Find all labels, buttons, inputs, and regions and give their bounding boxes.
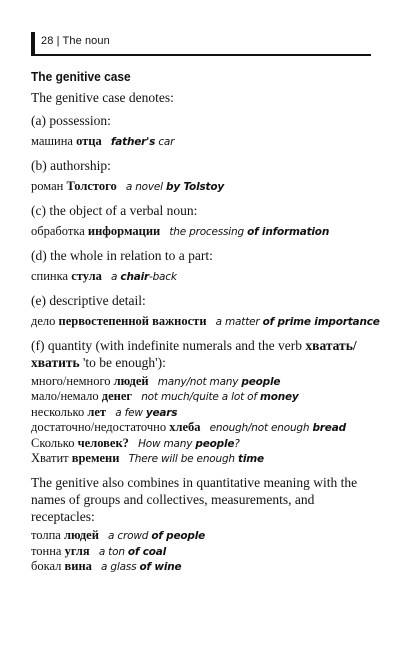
example-row bbox=[31, 559, 376, 574]
en-plain: How many bbox=[138, 437, 196, 450]
en-bold: of coal bbox=[127, 545, 167, 558]
ru-genitive: угля bbox=[64, 543, 90, 558]
label-plain: (f) quantity (with indefinite numerals and the verb bbox=[31, 338, 306, 353]
en-translation bbox=[115, 407, 177, 419]
ru-text: Сколько bbox=[31, 435, 78, 450]
item-label-a: (a) possession: bbox=[31, 113, 111, 128]
ru-genitive: времени bbox=[71, 451, 120, 466]
ru-genitive: хлеба bbox=[169, 420, 201, 435]
page-number: 28 bbox=[41, 35, 54, 47]
header-separator: | bbox=[56, 35, 60, 47]
example-row bbox=[31, 420, 376, 435]
en-plain: enough/not enough bbox=[209, 422, 313, 435]
en-translation bbox=[158, 376, 281, 388]
example-d bbox=[31, 268, 376, 286]
en-translation bbox=[141, 391, 298, 403]
en-translation bbox=[99, 546, 166, 558]
ru-text: бокал bbox=[31, 559, 65, 574]
en-plain: a ton bbox=[98, 545, 128, 558]
en-bold: of people bbox=[151, 530, 206, 543]
en-translation bbox=[169, 226, 329, 238]
example-row bbox=[31, 451, 376, 466]
en-translation bbox=[111, 136, 174, 148]
en-tail: -back bbox=[148, 271, 177, 283]
label-tail: 'to be enough'): bbox=[79, 355, 166, 370]
ru-text: спинка bbox=[31, 269, 72, 283]
ru-text: дело bbox=[31, 314, 59, 328]
chapter-title: The noun bbox=[62, 35, 110, 47]
ru-genitive: людей bbox=[63, 528, 99, 543]
ru-text: машина bbox=[31, 134, 77, 148]
en-bold: bread bbox=[312, 422, 346, 435]
en-translation bbox=[210, 422, 346, 434]
en-plain: a glass bbox=[101, 561, 140, 574]
example-e bbox=[31, 313, 380, 331]
ru-text: много/немного bbox=[31, 374, 114, 388]
example-row bbox=[31, 374, 376, 389]
en-plain: car bbox=[155, 136, 175, 148]
en-plain: a bbox=[111, 271, 121, 283]
en-bold: people bbox=[195, 437, 235, 450]
en-tail: ? bbox=[234, 437, 240, 450]
example-b bbox=[31, 178, 376, 196]
example-row bbox=[31, 544, 376, 559]
ru-text: тонна bbox=[31, 543, 65, 558]
ru-genitive: лет bbox=[87, 404, 107, 419]
en-bold: people bbox=[241, 376, 281, 388]
en-plain: a crowd bbox=[108, 530, 152, 543]
ru-genitive: людей bbox=[113, 374, 149, 388]
example-c bbox=[31, 223, 376, 241]
ru-genitive: первостепенной важности bbox=[58, 314, 207, 328]
item-label-c: (c) the object of a verbal noun: bbox=[31, 203, 198, 218]
ru-genitive: денег bbox=[101, 389, 133, 404]
closing-paragraph: The genitive also combines in quantitative meaning with the names of groups and collectives, measurements, and receptacles: bbox=[31, 475, 358, 525]
page-content bbox=[31, 68, 380, 581]
en-translation bbox=[216, 316, 380, 328]
example-row bbox=[31, 405, 376, 420]
ru-genitive: вина bbox=[64, 559, 92, 574]
en-plain: a few bbox=[115, 406, 146, 419]
en-plain: a matter bbox=[215, 316, 263, 328]
label-ru-bold: хватать/ хватить bbox=[31, 338, 357, 370]
en-bold: of wine bbox=[139, 561, 182, 574]
ru-genitive: информации bbox=[87, 224, 161, 238]
en-translation bbox=[126, 181, 224, 193]
example-a bbox=[31, 133, 376, 151]
en-translation bbox=[101, 561, 181, 573]
en-bold: by Tolstoy bbox=[166, 181, 224, 193]
ru-text: роман bbox=[31, 179, 67, 193]
item-label-f bbox=[31, 337, 376, 371]
en-bold: time bbox=[238, 453, 264, 466]
en-plain: many/not many bbox=[157, 376, 242, 388]
en-translation bbox=[108, 530, 205, 542]
example-row bbox=[31, 436, 376, 451]
en-plain: There will be enough bbox=[128, 453, 239, 466]
item-label-b: (b) authorship: bbox=[31, 158, 111, 173]
ru-text: мало/немало bbox=[31, 389, 102, 404]
ru-text: достаточно/недостаточно bbox=[31, 420, 170, 435]
intro-text: The genitive case denotes: bbox=[31, 90, 174, 105]
en-bold: money bbox=[259, 391, 299, 404]
en-translation bbox=[129, 453, 264, 465]
ru-genitive: отца bbox=[76, 134, 102, 148]
item-label-e: (e) descriptive detail: bbox=[31, 293, 146, 308]
header-text bbox=[41, 35, 110, 47]
closing-examples bbox=[31, 528, 376, 574]
ru-text: обработка bbox=[31, 224, 88, 238]
section-title: The genitive case bbox=[31, 69, 131, 84]
item-label-d: (d) the whole in relation to a part: bbox=[31, 248, 213, 263]
quantity-examples bbox=[31, 374, 376, 466]
ru-text: Хватит bbox=[31, 451, 72, 466]
example-row bbox=[31, 528, 376, 543]
en-translation bbox=[111, 271, 177, 283]
en-bold: chair bbox=[120, 271, 149, 283]
en-translation bbox=[138, 438, 240, 450]
en-plain: not much/quite a lot of bbox=[141, 391, 260, 404]
ru-text: несколько bbox=[31, 404, 88, 419]
ru-genitive: Толстого bbox=[66, 179, 117, 193]
ru-genitive: человек? bbox=[77, 435, 129, 450]
header-bar bbox=[31, 32, 35, 54]
en-plain: a novel bbox=[125, 181, 167, 193]
en-bold: of information bbox=[247, 226, 330, 238]
running-header bbox=[31, 32, 371, 56]
ru-genitive: стула bbox=[71, 269, 102, 283]
en-plain: the processing bbox=[169, 226, 248, 238]
en-bold: years bbox=[145, 406, 178, 419]
en-bold: father's bbox=[110, 136, 156, 148]
ru-text: толпа bbox=[31, 528, 64, 543]
example-row bbox=[31, 389, 376, 404]
en-bold: of prime importance bbox=[262, 316, 380, 328]
